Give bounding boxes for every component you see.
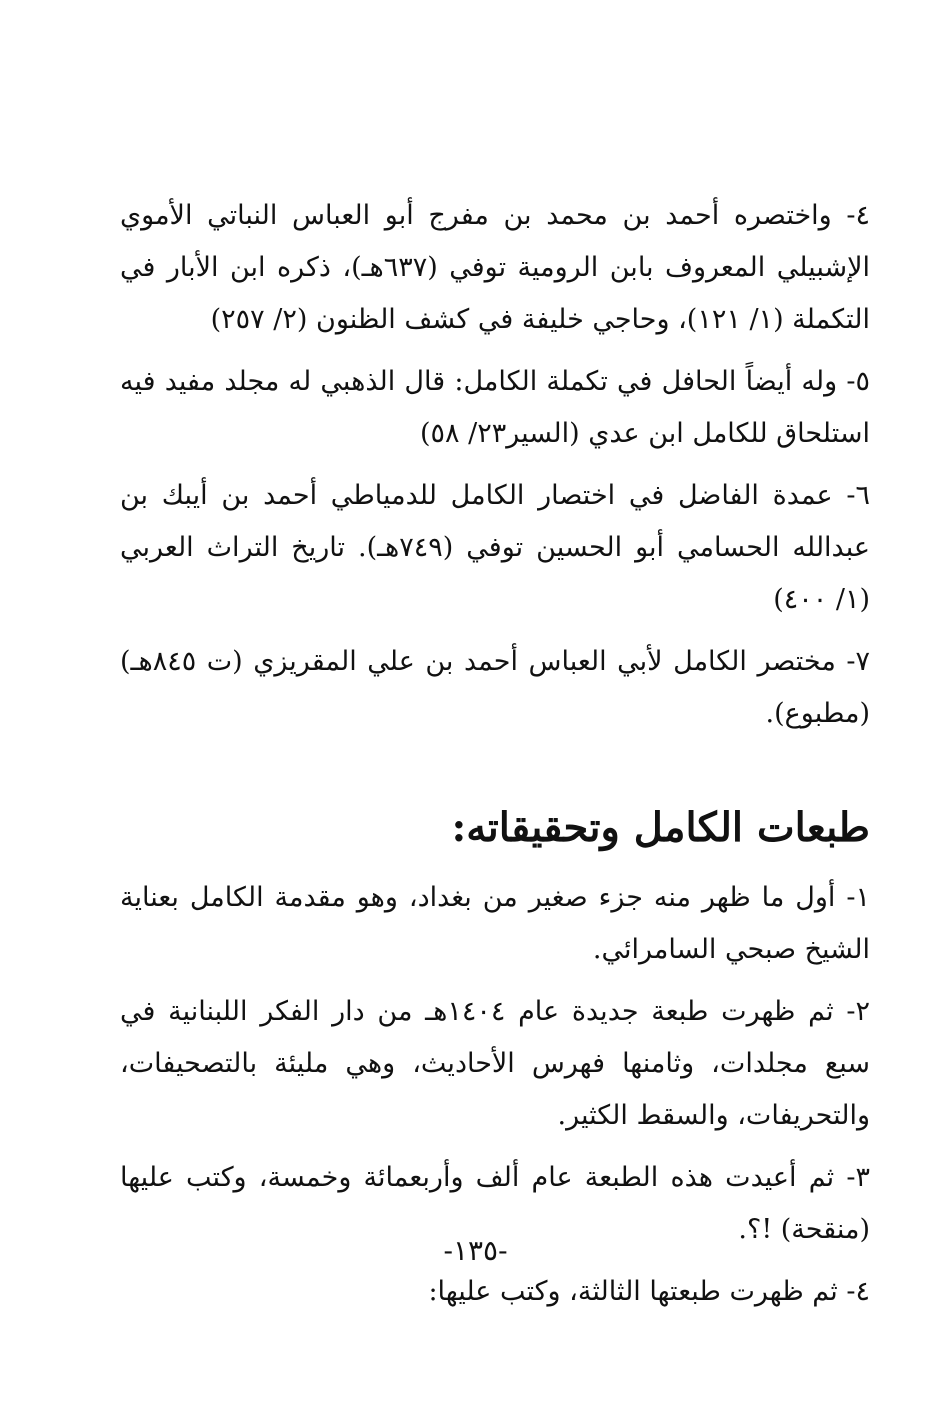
list-item: ٢- ثم ظهرت طبعة جديدة عام ١٤٠٤هـ من دار الفكر اللبنانية في سبع مجلدات، وثامنها فهرس الأحاديث، وهي مليئة بالتصحيفات، والتحريفات، والسقط الكثير.: [120, 996, 870, 1131]
list-item: ٤- واختصره أحمد بن محمد بن مفرج أبو العباس النباتي الأموي الإشبيلي المعروف بابن الرومية توفي (٦٣٧هـ)، ذكره ابن الأبار في التكملة (١/ ١٢١)، وحاجي خليفة في كشف الظنون (٢/ ٢٥٧): [120, 200, 870, 335]
page-number: -١٣٥-: [443, 1234, 508, 1267]
list-item: ٧- مختصر الكامل لأبي العباس أحمد بن علي المقريزي (ت ٨٤٥هـ) (مطبوع).: [120, 646, 870, 729]
list-item: ٣- ثم أعيدت هذه الطبعة عام ألف وأربعمائة وخمسة، وكتب عليها (منقحة) !؟.: [120, 1162, 870, 1245]
list-item: ٤- ثم ظهرت طبعتها الثالثة، وكتب عليها:: [428, 1276, 870, 1307]
list-item: ٦- عمدة الفاضل في اختصار الكامل للدمياطي أحمد بن أيبك بن عبدالله الحسامي أبو الحسين توفي (٧٤٩هـ). تاريخ التراث العربي (١/ ٤٠٠): [120, 480, 870, 615]
page-body: [120, 190, 870, 1328]
section-title: طبعات الكامل وتحقيقاته:: [451, 804, 870, 851]
list-item: ٥- وله أيضاً الحافل في تكملة الكامل: قال الذهبي له مجلد مفيد فيه استلحاق للكامل ابن عدي (السير٢٣/ ٥٨): [120, 366, 870, 449]
list-item: ١- أول ما ظهر منه جزء صغير من بغداد، وهو مقدمة الكامل بعناية الشيخ صبحي السامرائي.: [120, 882, 870, 965]
